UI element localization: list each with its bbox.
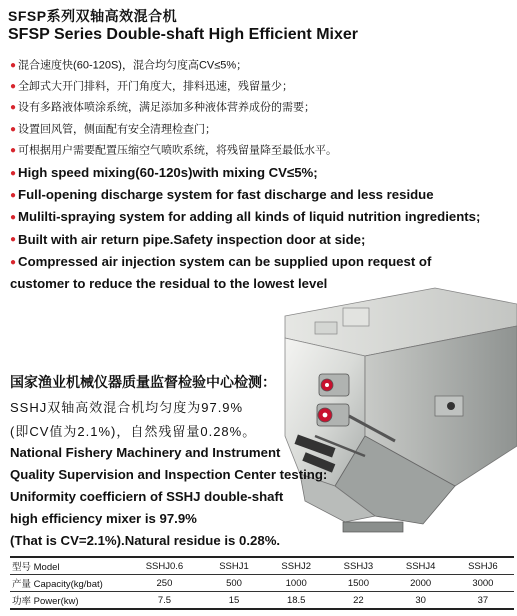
inspection-line-en: high efficiency mixer is 97.9% (10, 511, 197, 526)
bullet-icon: ● (10, 190, 17, 202)
table-header-cell: SSHJ1 (203, 557, 265, 575)
table-header-cell: SSHJ0.6 (126, 557, 203, 575)
table-cell: 1500 (327, 575, 389, 592)
table-header-row (10, 557, 514, 575)
features-chinese-list (10, 55, 515, 161)
inspection-heading-cn: 国家渔业机械仪器质量监督检验中心检测： (10, 374, 276, 390)
feature-cn-item: ● 设有多路液体喷涂系统，满足添加多种液体营养成份的需要； (10, 101, 316, 114)
feature-en-item: ● Compressed air injection system can be supplied upon request of customer to reduce the residual to the lowest level (10, 253, 432, 292)
table-cell: 250 (126, 575, 203, 592)
bullet-icon: ● (10, 234, 17, 246)
spec-table (10, 556, 514, 610)
table-row (10, 575, 514, 592)
table-cell: 2000 (390, 575, 452, 592)
feature-en-item: ● Full-opening discharge system for fast discharge and less residue (10, 187, 434, 203)
feature-cn-item: ● 可根据用户需要配置压缩空气喷吹系统，将残留量降至最低水平。 (10, 144, 338, 157)
bullet-icon: ● (10, 212, 17, 224)
mixer-machine-image (255, 286, 517, 541)
table-row (10, 592, 514, 610)
table-cell: 功率 Power(kw) (10, 592, 126, 610)
bullet-icon: ● (10, 167, 17, 179)
title-english: SFSP Series Double-shaft High Efficient Mixer (8, 26, 358, 43)
table-header-cell: SSHJ4 (390, 557, 452, 575)
bullet-icon: ● (10, 60, 17, 71)
table-cell: 3000 (452, 575, 514, 592)
bullet-icon: ● (10, 102, 17, 114)
feature-en-item: ● High speed mixing(60-120s)with mixing CV≤5%; (10, 165, 318, 180)
table-header-cell: SSHJ6 (452, 557, 514, 575)
bullet-icon: ● (10, 144, 17, 156)
table-header-cell: SSHJ2 (265, 557, 327, 575)
bullet-icon: ● (10, 81, 17, 93)
table-header-cell: SSHJ3 (327, 557, 389, 575)
inspection-line-en: Uniformity coefficiern of SSHJ double-shaft (10, 489, 284, 504)
features-english-list (10, 162, 515, 295)
table-cell: 37 (452, 592, 514, 610)
inspection-line1-cn: SSHJ双轴高效混合机均匀度为97.9% (10, 400, 244, 415)
table-cell: 7.5 (126, 592, 203, 610)
feature-cn-item: ● 全卸式大开门排料，开门角度大，排料迅速，残留量少； (10, 80, 294, 93)
inspection-line-en: Quality Supervision and Inspection Center testing: (10, 467, 328, 482)
table-cell: 1000 (265, 575, 327, 592)
title-chinese: SFSP系列双轴高效混合机 (8, 8, 178, 24)
table-cell: 500 (203, 575, 265, 592)
table-cell: 22 (327, 592, 389, 610)
table-cell: 产量 Capacity(kg/bat) (10, 575, 126, 592)
table-header-cell: 型号 Model (10, 557, 126, 575)
inspection-line-en: (That is CV=2.1%).Natural residue is 0.28%. (10, 533, 281, 548)
feature-cn-item: ● 设置回风管，侧面配有安全清理检查门； (10, 123, 217, 136)
bullet-icon: ● (10, 256, 17, 268)
table-cell: 15 (203, 592, 265, 610)
table-cell: 18.5 (265, 592, 327, 610)
feature-cn-item: ● 混合速度快(60-120S)，混合均匀度高CV≤5%； (10, 59, 248, 72)
inspection-line2-cn: (即CV值为2.1%)，自然残留量0.28%。 (10, 424, 257, 439)
feature-en-item: ● Built with air return pipe.Safety inspection door at side; (10, 231, 366, 247)
bullet-icon: ● (10, 123, 17, 135)
table-cell: 30 (390, 592, 452, 610)
inspection-line-en: National Fishery Machinery and Instrument (10, 445, 281, 460)
feature-en-item: ● Mulilti-spraying system for adding all kinds of liquid nutrition ingredients; (10, 209, 481, 225)
